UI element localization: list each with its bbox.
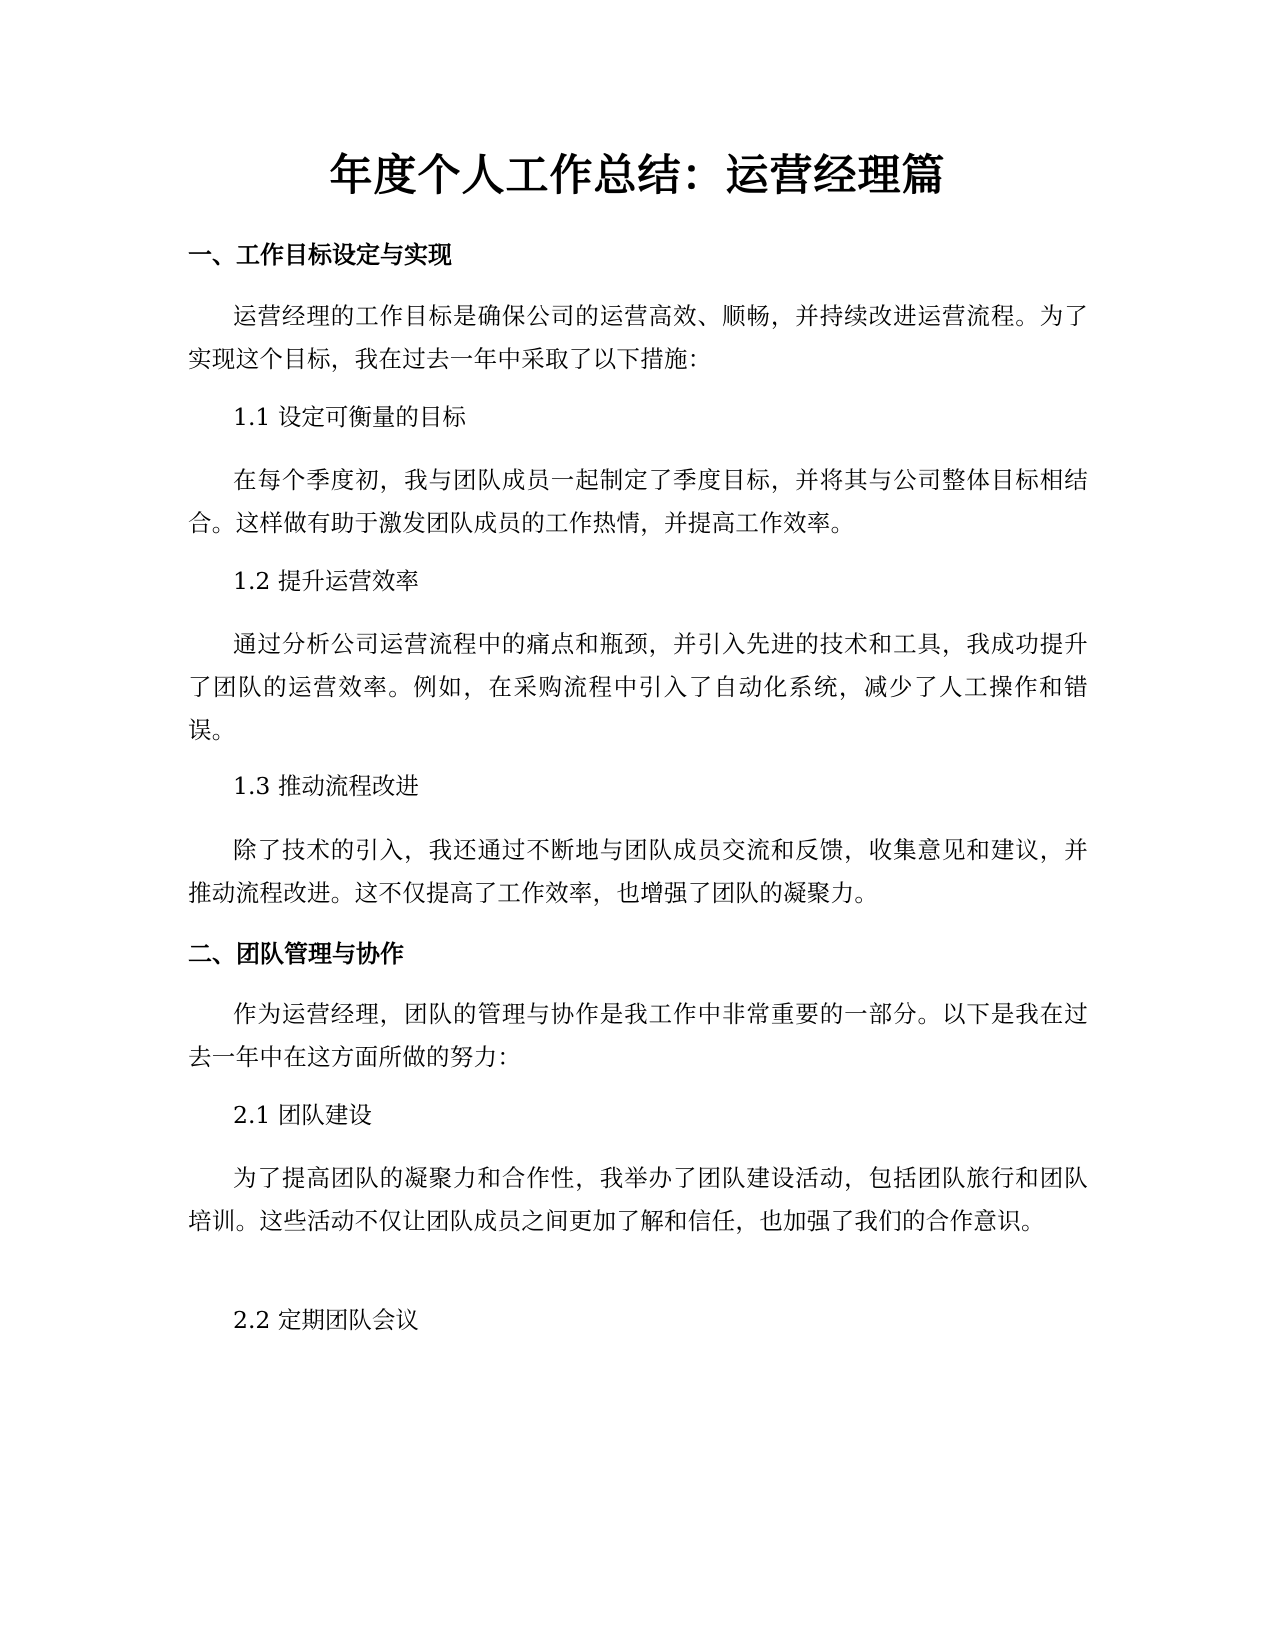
subsection-title-2-2: 2.2 定期团队会议 [233,1306,419,1334]
section-heading-1: 一、工作目标设定与实现 [188,241,452,269]
subsection-title-1-3: 1.3 推动流程改进 [233,772,419,800]
subsection-body-1-2: 通过分析公司运营流程中的痛点和瓶颈，并引入先进的技术和工具，我成功提升了团队的运营效率。例如，在采购流程中引入了自动化系统，减少了人工操作和错误。 [188,630,1088,744]
section-2-intro: 作为运营经理，团队的管理与协作是我工作中非常重要的一部分。以下是我在过去一年中在这方面所做的努力： [188,1000,1088,1071]
subsection-title-1-2: 1.2 提升运营效率 [233,567,419,595]
subsection-body-2-1: 为了提高团队的凝聚力和合作性，我举办了团队建设活动，包括团队旅行和团队培训。这些活动不仅让团队成员之间更加了解和信任，也加强了我们的合作意识。 [188,1164,1088,1235]
document-title: 年度个人工作总结：运营经理篇 [329,151,946,201]
section-1-intro: 运营经理的工作目标是确保公司的运营高效、顺畅，并持续改进运营流程。为了实现这个目标，我在过去一年中采取了以下措施： [188,302,1088,373]
subsection-title-1-1: 1.1 设定可衡量的目标 [233,403,466,431]
section-heading-2: 二、团队管理与协作 [188,940,404,968]
subsection-body-1-1: 在每个季度初，我与团队成员一起制定了季度目标，并将其与公司整体目标相结合。这样做有助于激发团队成员的工作热情，并提高工作效率。 [188,466,1088,537]
subsection-body-1-3: 除了技术的引入，我还通过不断地与团队成员交流和反馈，收集意见和建议，并推动流程改进。这不仅提高了工作效率，也增强了团队的凝聚力。 [188,836,1088,907]
subsection-title-2-1: 2.1 团队建设 [233,1101,372,1129]
